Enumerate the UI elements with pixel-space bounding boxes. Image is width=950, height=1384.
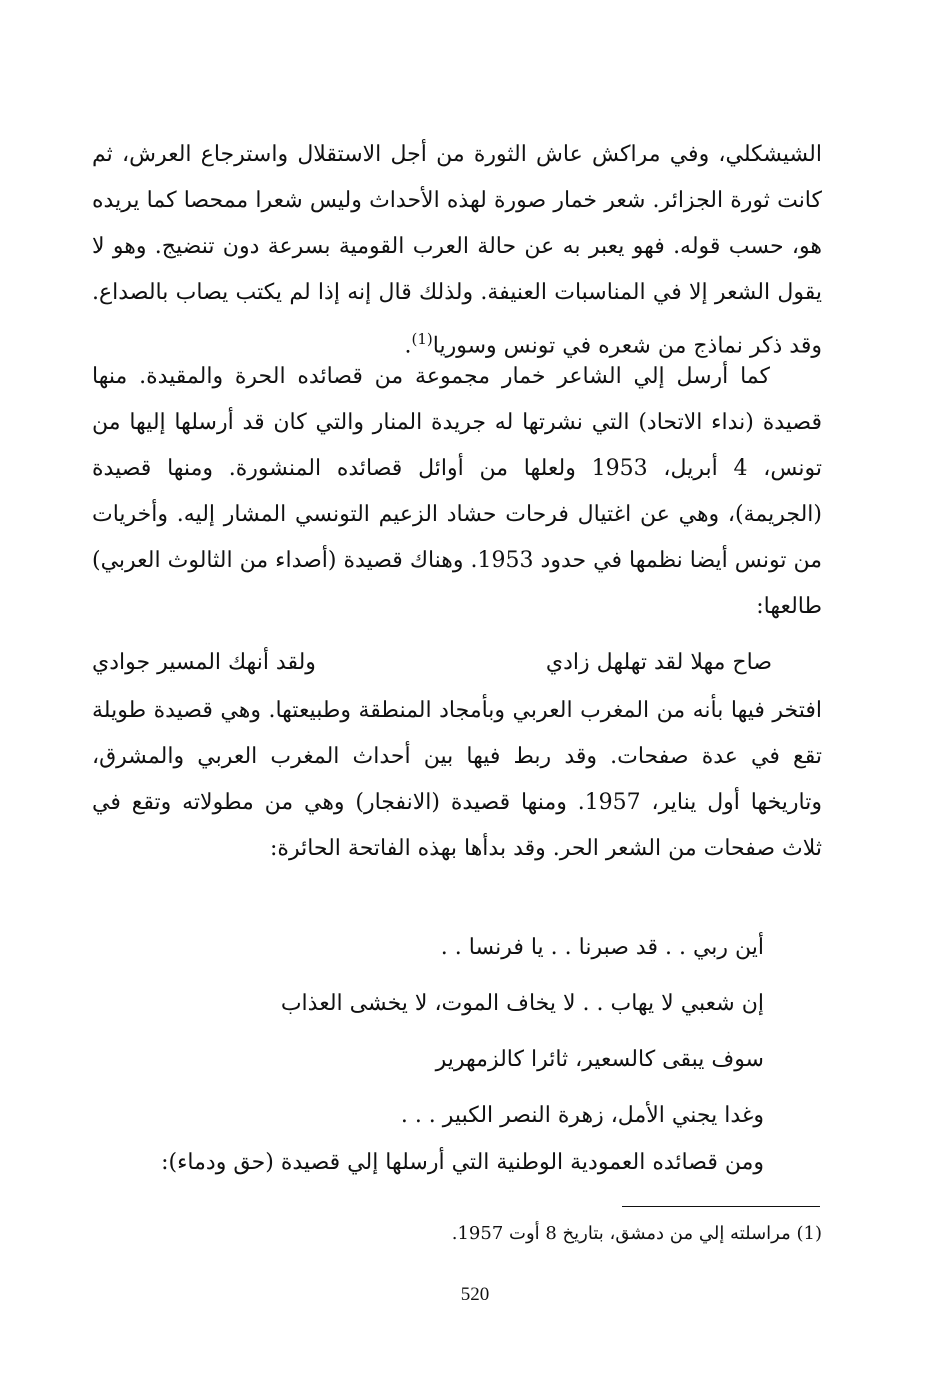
paragraph-1 (92, 132, 822, 369)
poem-intro-line: ومن قصائده العمودية الوطنية التي أرسلها إلي قصيدة (حق ودماء): (161, 1150, 764, 1175)
paragraph-1-text: الشيشكلي، وفي مراكش عاش الثورة من أجل الاستقلال واسترجاع العرش، ثم كانت ثورة الجزائر. شعر خمار صورة لهذه الأحداث وليس شعرا ممحصا كما يريده هو، حسب قوله. فهو يعبر به عن حالة العرب القومية بسرعة دون تنضيج. وهو لا يقول الشعر إلا في المناسبات العنيفة. ولذلك قال إنه إذا لم يكتب يصاب بالصداع. وقد ذكر نماذج من شعره في تونس وسوريا (92, 142, 822, 359)
footnote (300, 1218, 822, 1250)
paragraph-2 (92, 354, 822, 630)
footnote-divider (622, 1206, 820, 1207)
verse-line (92, 640, 772, 686)
poem-line: وغدا يجني الأمل، زهرة النصر الكبير . . . (400, 1103, 764, 1128)
footnote-reference: (1) (411, 330, 433, 348)
footnote-marker: (1) (796, 1223, 822, 1244)
verse-second-hemistich: ولقد أنهك المسير جوادي (92, 650, 316, 675)
paragraph-1-end: . (404, 333, 412, 359)
paragraph-2-text: كما أرسل إلي الشاعر خمار مجموعة من قصائده الحرة والمقيدة. منها قصيدة (نداء الاتحاد) التي نشرتها له جريدة المنار والتي كان قد أرسلها إليها من تونس، 4 أبريل، 1953 ولعلها من أوائل قصائده المنشورة. ومنها قصيدة (الجريمة)، وهي عن اغتيال فرحات حشاد الزعيم التونسي المشار إليه. وأخريات من تونس أيضا نظمها في حدود 1953. وهناك قصيدة (أصداء من الثالوث العربي) طالعها: (92, 364, 823, 619)
paragraph-3 (92, 688, 822, 872)
poem-line: سوف يبقى كالسعير، ثائرا كالزمهرير (435, 1047, 764, 1072)
poem-line: أين ربي . . قد صبرنا . . يا فرنسا . . (440, 935, 764, 960)
footnote-text: مراسلته إلي من دمشق، بتاريخ 8 أوت 1957. (451, 1223, 791, 1244)
page-number: 520 (460, 1284, 490, 1305)
free-verse-poem (92, 920, 764, 1144)
poem-line: إن شعبي لا يهاب . . لا يخاف الموت، لا يخشى العذاب (280, 991, 764, 1016)
verse-first-hemistich: صاح مهلا لقد تهلهل زادي (545, 650, 772, 675)
paragraph-3-text: افتخر فيها بأنه من المغرب العربي وبأمجاد المنطقة وطبيعتها. وهي قصيدة طويلة تقع في عدة صفحات. وقد ربط فيها بين أحداث المغرب العربي والمشرق، وتاريخها أول يناير، 1957. ومنها قصيدة (الانفجار) وهي من مطولاته وتقع في ثلاث صفحات من الشعر الحر. وقد بدأها بهذه الفاتحة الحائرة: (92, 698, 822, 861)
